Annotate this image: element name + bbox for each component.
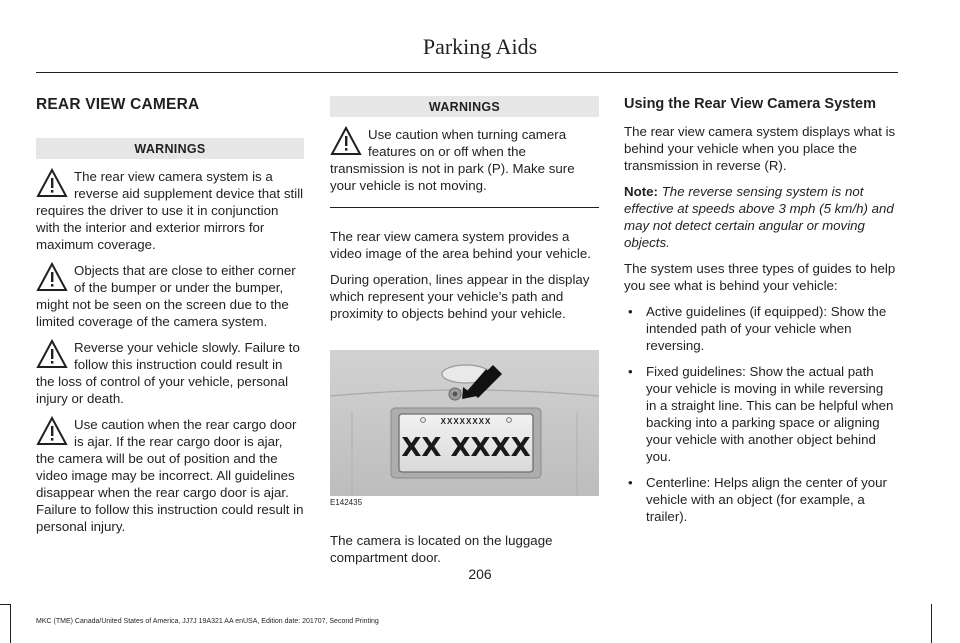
footer-edition-text: MKC (TME) Canada/United States of America, JJ7J 19A321 AA enUSA, Edition date: 201707, Second Printing <box>36 618 379 625</box>
warning-triangle-icon <box>330 126 362 156</box>
warning-item <box>330 126 599 194</box>
crop-mark <box>10 604 11 643</box>
page-header-title: Parking Aids <box>422 34 538 59</box>
warning-block <box>330 96 599 208</box>
warning-item <box>36 168 304 253</box>
camera-location-figure <box>330 350 599 512</box>
paragraph: The rear view camera system provides a video image of the area behind your vehicle. <box>330 229 591 261</box>
note-text: The reverse sensing system is not effective at speeds above 3 mph (5 km/h) and may not detect certain angular or moving objects. <box>624 184 894 250</box>
warning-item <box>36 262 304 330</box>
warning-text: Objects that are close to either corner of the bumper or under the bumper, might not be seen on the screen due to the limited coverage of the camera system. <box>36 263 296 329</box>
paragraph: The rear view camera system displays what is behind your vehicle when you place the transmission in reverse (R). <box>624 124 896 173</box>
warning-triangle-icon <box>36 262 68 292</box>
list-item: • Active guidelines (if equipped): Show the intended path of your vehicle when reversing. <box>624 303 896 354</box>
warning-text: Use caution when the rear cargo door is ajar. If the rear cargo door is ajar, the camera will be out of position and the video image may be incorrect. All guidelines disappear when the rear cargo door is ajar. Failure to follow this instruction could result in personal injury. <box>36 417 304 534</box>
paragraph: During operation, lines appear in the display which represent your vehicle’s path and proximity to objects behind your vehicle. <box>330 272 590 321</box>
warning-text: The rear view camera system is a reverse aid supplement device that still requires the driver to use it in conjunction with the interior and exterior mirrors for maximum coverage. <box>36 169 304 252</box>
warning-triangle-icon <box>36 168 68 198</box>
warning-text: Reverse your vehicle slowly. Failure to follow this instruction could result in the loss of control of your vehicle, personal injury or death. <box>36 340 300 406</box>
warnings-heading: WARNINGS <box>330 96 599 117</box>
note-label: Note: <box>624 184 658 199</box>
warning-item <box>36 416 304 535</box>
list-item: • Centerline: Helps align the center of your vehicle with an object (for example, a trailer). <box>624 474 896 525</box>
luggage-door-illustration <box>330 350 599 496</box>
warning-triangle-icon <box>36 416 68 446</box>
section-title: REAR VIEW CAMERA <box>36 96 200 113</box>
guides-list <box>624 303 896 525</box>
warning-text: Use caution when turning camera features on or off when the transmission is not in park (P). Make sure your vehicle is not moving. <box>330 127 575 193</box>
page-number: 206 <box>468 566 492 582</box>
crop-mark <box>0 604 10 605</box>
note-paragraph <box>624 183 896 251</box>
right-column <box>624 96 896 525</box>
warnings-heading: WARNINGS <box>36 138 304 159</box>
crop-mark <box>931 604 932 643</box>
warning-item <box>36 339 304 407</box>
figure-caption: The camera is located on the luggage compartment door. <box>330 533 553 565</box>
warning-triangle-icon <box>36 339 68 369</box>
left-column <box>36 96 304 535</box>
plate-top-text: XXXXXXXX <box>440 417 492 426</box>
paragraph: The system uses three types of guides to help you see what is behind your vehicle: <box>624 261 896 293</box>
list-item: • Fixed guidelines: Show the actual path your vehicle is moving in while reversing in a straight line. This can be helpful when backing into a parking space or aligning your vehicle with another object behind you. <box>624 363 896 465</box>
plate-main-text: XX XXXX <box>401 433 531 463</box>
figure-code: E142435 <box>330 498 363 507</box>
subsection-title: Using the Rear View Camera System <box>624 96 876 112</box>
header-rule <box>36 72 898 73</box>
middle-column <box>330 96 599 566</box>
